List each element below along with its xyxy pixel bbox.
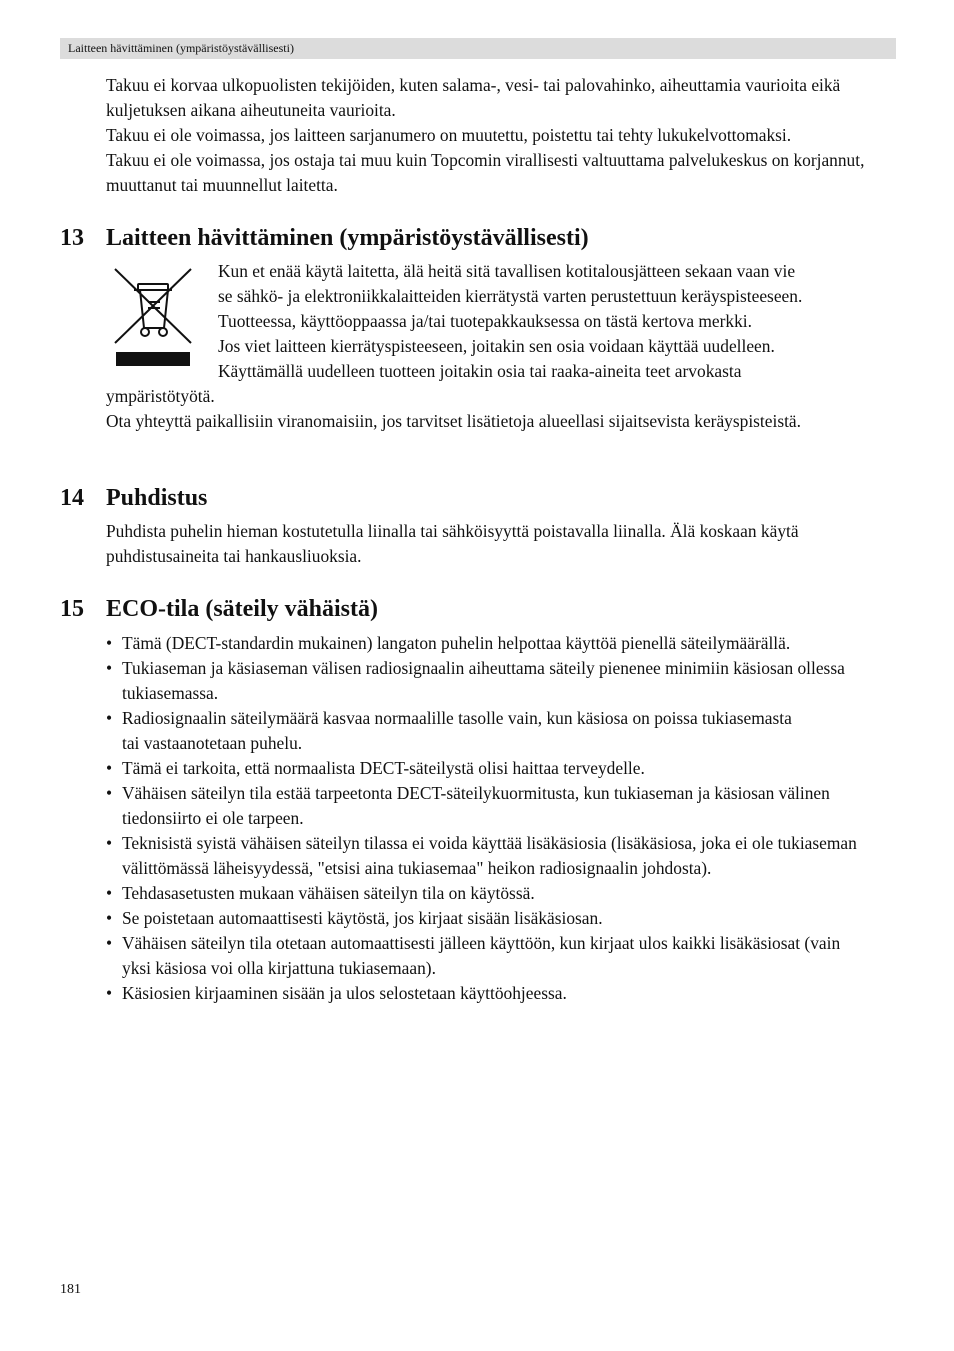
list-item: • Käsiosien kirjaaminen sisään ja ulos selostetaan käyttöohjeessa. [106, 981, 901, 1006]
list-item: • Tehdasasetusten mukaan vähäisen säteilyn tila on käytössä. [106, 881, 901, 906]
page-number: 181 [60, 1282, 81, 1297]
cleaning-paragraph: Puhdista puhelin hieman kostutetulla liinalla tai sähköisyyttä poistavalla liinalla. Älä koskaan käytä puhdistusaineita tai hankausliuoksia. [106, 521, 799, 566]
list-item: • Tämä ei tarkoita, että normaalista DECT-säteilystä olisi haittaa terveydelle. [106, 756, 901, 781]
section-title: Puhdistus [106, 485, 208, 511]
body-line: ympäristötyötä. [106, 386, 215, 406]
section-number: 14 [60, 485, 84, 511]
body-line: se sähkö- ja elektroniikkalaitteiden kierrätystä varten perustettuun keräyspisteeseen. [218, 286, 803, 306]
warranty-paragraph [106, 73, 901, 198]
running-header: Laitteen hävittäminen (ympäristöystävällisesti) [60, 38, 896, 59]
section-14-heading [60, 483, 207, 513]
section-13-body [106, 259, 901, 434]
contact-paragraph: Ota yhteyttä paikallisiin viranomaisiin, jos tarvitset lisätietoja alueellasi sijaitsevista keräyspisteistä. [106, 411, 801, 431]
section-13-heading [60, 223, 589, 253]
section-number: 13 [60, 225, 84, 251]
list-item: • Vähäisen säteilyn tila otetaan automaattisesti jälleen käyttöön, kun kirjaat ulos kaikki lisäkäsiosat (vain yksi käsiosa voi olla kirjattuna tukiasemaan). [106, 931, 852, 981]
eco-mode-bullet-list [106, 631, 901, 1006]
section-title: ECO-tila (säteily vähäistä) [106, 596, 378, 622]
list-item: • Teknisistä syistä vähäisen säteilyn tilassa ei voida käyttää lisäkäsiosia (lisäkäsiosa, joka ei ole tukiaseman välittömässä läheisyydessä, "etsisi aina tukiasemaa" heikon radiosignaalin johdosta). [106, 831, 901, 881]
warranty-line: Takuu ei ole voimassa, jos ostaja tai muu kuin Topcomin virallisesti valtuuttama palvelukeskus on korjannut, muuttanut tai muunnellut laitetta. [106, 150, 865, 195]
warranty-line: Takuu ei korvaa ulkopuolisten tekijöiden, kuten salama-, vesi- tai palovahinko, aiheuttamia vaurioita eikä kuljetuksen aikana aiheutuneita vaurioita. [106, 75, 841, 120]
body-line: Jos viet laitteen kierrätyspisteeseen, joitakin sen osia voidaan käyttää uudelleen. [218, 336, 775, 356]
warranty-line: Takuu ei ole voimassa, jos laitteen sarjanumero on muutettu, poistettu tai tehty lukukelvottomaksi. [106, 125, 792, 145]
body-line: Kun et enää käytä laitetta, älä heitä sitä tavallisen kotitalousjätteen sekaan vaan vie [218, 261, 796, 281]
body-line: Tuotteessa, käyttöoppaassa ja/tai tuotepakkauksessa on tästä kertova merkki. [218, 311, 752, 331]
section-title: Laitteen hävittäminen (ympäristöystävällisesti) [106, 225, 589, 251]
section-number: 15 [60, 596, 84, 622]
body-line: Käyttämällä uudelleen tuotteen joitakin osia tai raaka-aineita teet arvokasta [218, 361, 742, 381]
section-15-heading [60, 594, 378, 624]
list-item: • Vähäisen säteilyn tila estää tarpeetonta DECT-säteilykuormitusta, kun tukiaseman ja käsiosan välinen tiedonsiirto ei ole tarpeen. [106, 781, 901, 831]
list-item: • Radiosignaalin säteilymäärä kasvaa normaalille tasolle vain, kun käsiosa on poissa tukiasemasta tai vastaanotetaan puhelu. [106, 706, 812, 756]
list-item: • Tukiaseman ja käsiaseman välisen radiosignaalin aiheuttama säteily pienenee minimiin käsiosan ollessa tukiasemassa. [106, 656, 852, 706]
list-item: • Se poistetaan automaattisesti käytöstä, jos kirjaat sisään lisäkäsiosan. [106, 906, 901, 931]
list-item: • Tämä (DECT-standardin mukainen) langaton puhelin helpottaa käyttöä pienellä säteilymäärällä. [106, 631, 802, 656]
